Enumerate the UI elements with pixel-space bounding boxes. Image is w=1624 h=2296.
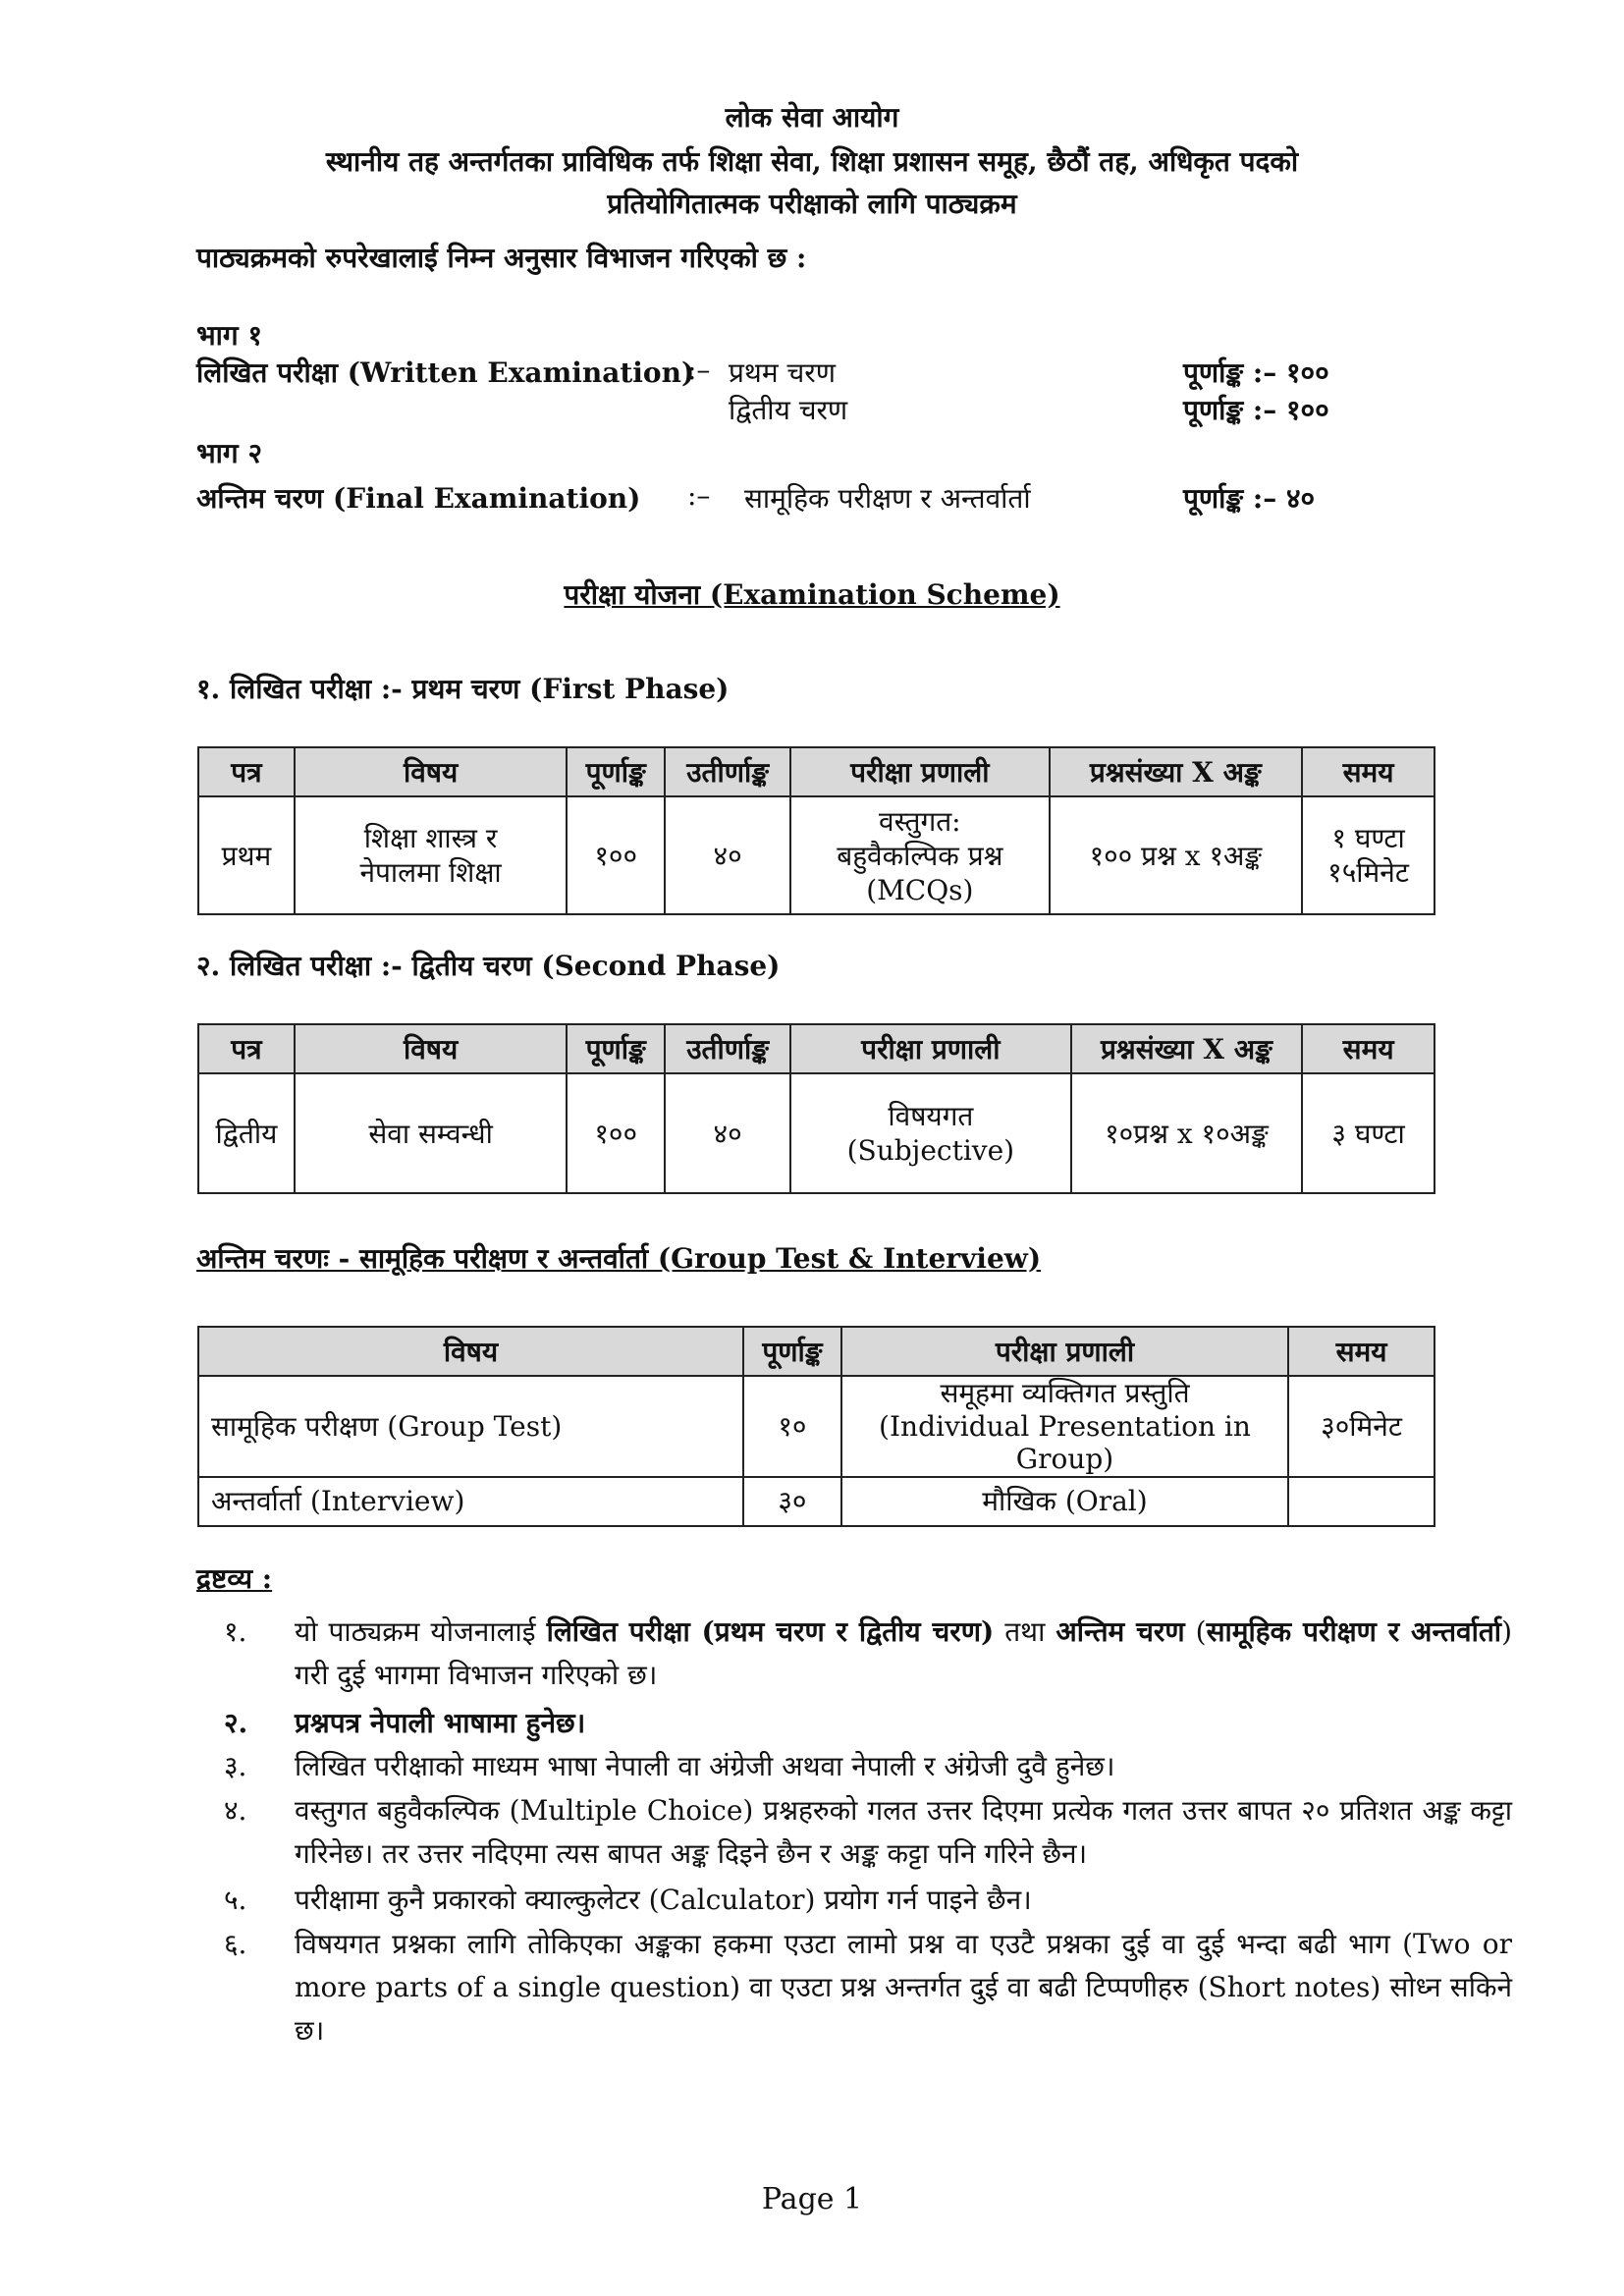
cell-subject: सामूहिक परीक्षण (Group Test) bbox=[198, 1376, 743, 1477]
written-exam-label: लिखित परीक्षा (Written Examination) bbox=[196, 356, 695, 389]
final-phase-label: सामूहिक परीक्षण र अन्तर्वार्ता bbox=[744, 482, 1031, 515]
cell-time: ३०मिनेट bbox=[1288, 1376, 1435, 1477]
note-number: १. bbox=[224, 1615, 247, 1648]
cell-paper: प्रथम bbox=[198, 796, 295, 914]
table-row bbox=[198, 796, 1435, 914]
intro-text: पाठ्यक्रमको रुपरेखालाई निम्न अनुसार विभाजन गरिएको छ : bbox=[196, 242, 807, 274]
note-text-part: तथा bbox=[994, 1615, 1056, 1648]
note-text-part: ( bbox=[1184, 1615, 1207, 1648]
note-number: ४. bbox=[224, 1794, 247, 1827]
cell-exam-system: समूहमा व्यक्तिगत प्रस्तुति (Individual Presentation in Group) bbox=[841, 1376, 1288, 1477]
header-line-2: स्थानीय तह अन्तर्गतका प्राविधिक तर्फ शिक्षा सेवा, शिक्षा प्रशासन समूह, छैठौं तह, अधिकृत पदको bbox=[325, 145, 1299, 178]
section-1-heading: १. लिखित परीक्षा :- प्रथम चरण (First Phase) bbox=[196, 673, 730, 705]
table-header-row bbox=[198, 1024, 1435, 1073]
note-number: ३. bbox=[224, 1750, 247, 1782]
cell-questions-marks: १०० प्रश्न x १अङ्क bbox=[1050, 796, 1302, 914]
page-number: Page 1 bbox=[761, 2182, 863, 2216]
table-row bbox=[198, 1073, 1435, 1193]
note-text: लिखित परीक्षाको माध्यम भाषा नेपाली वा अंग्रेजी अथवा नेपाली र अंग्रेजी दुवै हुनेछ। bbox=[295, 1750, 1115, 1782]
second-phase-table bbox=[197, 1023, 1435, 1194]
header-line-1: लोक सेवा आयोग bbox=[725, 101, 899, 134]
table-row bbox=[198, 1477, 1435, 1526]
cell-time: १ घण्टा १५मिनेट bbox=[1302, 796, 1435, 914]
col-header-exam-system: परीक्षा प्रणाली bbox=[841, 1327, 1288, 1376]
cell-exam-system: मौखिक (Oral) bbox=[841, 1477, 1288, 1526]
cell-full-marks: ३० bbox=[743, 1477, 841, 1526]
col-header-questions-marks: प्रश्नसंख्या X अङ्क bbox=[1071, 1024, 1303, 1073]
header-line-3: प्रतियोगितात्मक परीक्षाको लागि पाठ्यक्रम bbox=[607, 188, 1017, 220]
note-text: विषयगत प्रश्नका लागि तोकिएका अङ्कका हकमा एउटा लामो प्रश्न वा एउटै प्रश्नका दुई वा दुई भन्दा बढी भाग (Two or more parts of a single question) वा एउटा प्रश्न अन्तर्गत दुई वा बढी टिप्पणीहरु (Short notes) सोध्न सकिने छ। bbox=[295, 1928, 1512, 2047]
first-phase-table bbox=[197, 746, 1435, 915]
col-header-time: समय bbox=[1302, 747, 1435, 796]
col-header-exam-system: परीक्षा प्रणाली bbox=[790, 1024, 1071, 1073]
cell-subject: अन्तर्वार्ता (Interview) bbox=[198, 1477, 743, 1526]
col-header-full-marks: पूर्णाङ्क bbox=[567, 747, 665, 796]
col-header-subject: विषय bbox=[295, 747, 567, 796]
note-text-part: ) गरी दुई भागमा विभाजन गरिएको छ। bbox=[295, 1615, 1512, 1691]
second-phase-marks: पूर्णाङ्क :– १०० bbox=[1183, 394, 1329, 426]
note-item-1 bbox=[196, 1611, 1512, 1699]
note-text bbox=[295, 1611, 1512, 1697]
second-phase-label: द्वितीय चरण bbox=[729, 394, 848, 426]
cell-exam-system: विषयगत (Subjective) bbox=[790, 1073, 1071, 1193]
col-header-paper: पत्र bbox=[198, 747, 295, 796]
note-text-bold: लिखित परीक्षा (प्रथम चरण र द्वितीय चरण) bbox=[546, 1615, 995, 1648]
final-exam-separator: :– bbox=[687, 479, 711, 512]
cell-pass-marks: ४० bbox=[665, 1073, 790, 1193]
col-header-time: समय bbox=[1288, 1327, 1435, 1376]
col-header-full-marks: पूर्णाङ्क bbox=[743, 1327, 841, 1376]
part-2-label: भाग २ bbox=[196, 437, 263, 469]
note-item-5 bbox=[196, 1879, 1512, 1922]
section-2-heading: २. लिखित परीक्षा :- द्वितीय चरण (Second Phase) bbox=[196, 950, 781, 982]
cell-subject: सेवा सम्वन्धी bbox=[295, 1073, 567, 1193]
note-item-3 bbox=[196, 1745, 1512, 1788]
final-exam-label: अन्तिम चरण (Final Examination) bbox=[196, 482, 641, 515]
written-exam-separator: :– bbox=[687, 354, 711, 386]
cell-exam-system: वस्तुगत: बहुवैकल्पिक प्रश्न (MCQs) bbox=[790, 796, 1050, 914]
col-header-full-marks: पूर्णाङ्क bbox=[567, 1024, 665, 1073]
note-text-part: यो पाठ्यक्रम योजनालाई bbox=[295, 1615, 547, 1648]
note-number: २. bbox=[224, 1707, 248, 1739]
col-header-subject: विषय bbox=[198, 1327, 743, 1376]
table-header-row bbox=[198, 1327, 1435, 1376]
note-item-4 bbox=[196, 1789, 1512, 1878]
cell-full-marks: १०० bbox=[567, 796, 665, 914]
note-number: ६. bbox=[224, 1928, 247, 1960]
note-number: ५. bbox=[224, 1884, 247, 1916]
cell-subject: शिक्षा शास्त्र र नेपालमा शिक्षा bbox=[295, 796, 567, 914]
note-item-2 bbox=[196, 1702, 1512, 1745]
note-text: परीक्षामा कुनै प्रकारको क्याल्कुलेटर (Calculator) प्रयोग गर्न पाइने छैन। bbox=[295, 1884, 1032, 1916]
first-phase-marks: पूर्णाङ्क :– १०० bbox=[1183, 356, 1329, 389]
col-header-time: समय bbox=[1302, 1024, 1435, 1073]
table-header-row bbox=[198, 747, 1435, 796]
part-1-label: भाग १ bbox=[196, 319, 263, 352]
cell-questions-marks: १०प्रश्न x १०अङ्क bbox=[1071, 1073, 1303, 1193]
first-phase-label: प्रथम चरण bbox=[729, 356, 836, 389]
col-header-paper: पत्र bbox=[198, 1024, 295, 1073]
cell-full-marks: १०० bbox=[567, 1073, 665, 1193]
note-text-bold: सामूहिक परीक्षण र अन्तर्वार्ता bbox=[1206, 1615, 1502, 1648]
note-text: प्रश्नपत्र नेपाली भाषामा हुनेछ। bbox=[295, 1707, 586, 1739]
cell-paper: द्वितीय bbox=[198, 1073, 295, 1193]
scheme-title: परीक्षा योजना (Examination Scheme) bbox=[564, 578, 1060, 611]
cell-full-marks: १० bbox=[743, 1376, 841, 1477]
col-header-pass-marks: उतीर्णाङ्क bbox=[665, 747, 790, 796]
note-item-6 bbox=[196, 1923, 1512, 2056]
col-header-pass-marks: उतीर्णाङ्क bbox=[665, 1024, 790, 1073]
col-header-exam-system: परीक्षा प्रणाली bbox=[790, 747, 1050, 796]
final-phase-table bbox=[197, 1326, 1435, 1527]
final-phase-marks: पूर्णाङ्क :– ४० bbox=[1183, 482, 1316, 515]
note-text: वस्तुगत बहुवैकल्पिक (Multiple Choice) प्रश्नहरुको गलत उत्तर दिएमा प्रत्येक गलत उत्तर बापत २० प्रतिशत अङ्क कट्टा गरिनेछ। तर उत्तर नदिएमा त्यस बापत अङ्क दिइने छैन र अङ्क कट्टा पनि गरिने छैन। bbox=[295, 1794, 1512, 1870]
note-text-bold: अन्तिम चरण bbox=[1056, 1615, 1185, 1648]
col-header-subject: विषय bbox=[295, 1024, 567, 1073]
cell-time: ३ घण्टा bbox=[1302, 1073, 1435, 1193]
cell-time bbox=[1288, 1477, 1435, 1526]
table-row bbox=[198, 1376, 1435, 1477]
col-header-questions-marks: प्रश्नसंख्या X अङ्क bbox=[1050, 747, 1302, 796]
notes-heading: द्रष्टव्य : bbox=[196, 1562, 273, 1595]
section-3-heading: अन्तिम चरणः - सामूहिक परीक्षण र अन्तर्वार्ता (Group Test & Interview) bbox=[196, 1242, 1042, 1275]
cell-pass-marks: ४० bbox=[665, 796, 790, 914]
